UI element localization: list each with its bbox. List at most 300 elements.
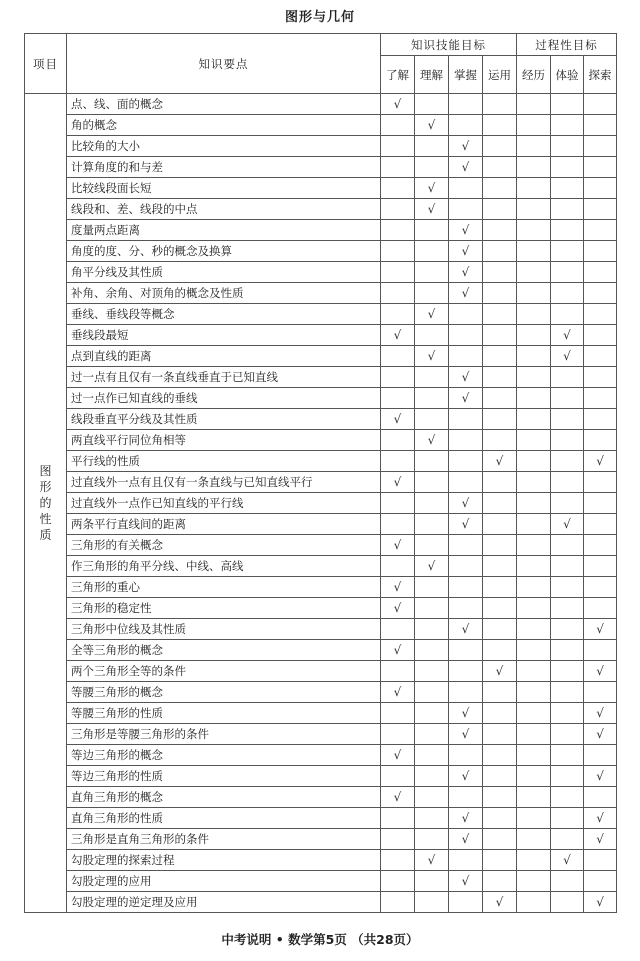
knowledge-item: 作三角形的角平分线、中线、高线 [67,556,381,577]
check-mark: √ [415,115,449,136]
check-mark: √ [584,808,617,829]
table-row [25,661,617,682]
empty-cell [415,661,449,682]
empty-cell [381,808,415,829]
empty-cell [517,829,551,850]
empty-cell [415,409,449,430]
empty-cell [381,850,415,871]
check-mark: √ [381,640,415,661]
knowledge-item: 比较角的大小 [67,136,381,157]
empty-cell [551,808,584,829]
empty-cell [449,472,483,493]
empty-cell [415,703,449,724]
knowledge-item: 全等三角形的概念 [67,640,381,661]
empty-cell [584,325,617,346]
empty-cell [551,829,584,850]
empty-cell [449,304,483,325]
empty-cell [381,451,415,472]
empty-cell [517,115,551,136]
empty-cell [517,871,551,892]
empty-cell [415,829,449,850]
empty-cell [584,157,617,178]
knowledge-item: 直角三角形的性质 [67,808,381,829]
empty-cell [584,199,617,220]
empty-cell [517,556,551,577]
empty-cell [517,598,551,619]
table-row [25,787,617,808]
empty-cell [381,724,415,745]
empty-cell [584,115,617,136]
empty-cell [584,430,617,451]
check-mark: √ [381,325,415,346]
empty-cell [449,556,483,577]
table-row [25,367,617,388]
knowledge-item: 三角形是等腰三角形的条件 [67,724,381,745]
empty-cell [415,283,449,304]
empty-cell [381,241,415,262]
table-row [25,619,617,640]
empty-cell [551,724,584,745]
knowledge-item: 角平分线及其性质 [67,262,381,283]
category-cell [25,94,67,913]
empty-cell [449,682,483,703]
empty-cell [551,94,584,115]
empty-cell [517,724,551,745]
empty-cell [381,220,415,241]
check-mark: √ [584,619,617,640]
empty-cell [551,367,584,388]
header-col-feel: 体验 [551,56,584,94]
knowledge-item: 过一点作已知直线的垂线 [67,388,381,409]
empty-cell [551,871,584,892]
empty-cell [584,262,617,283]
empty-cell [415,619,449,640]
empty-cell [449,94,483,115]
empty-cell [415,682,449,703]
table-row [25,178,617,199]
empty-cell [551,892,584,913]
empty-cell [584,535,617,556]
empty-cell [517,577,551,598]
empty-cell [415,94,449,115]
check-mark: √ [415,199,449,220]
check-mark: √ [584,766,617,787]
empty-cell [483,682,517,703]
empty-cell [449,430,483,451]
knowledge-item: 两个三角形全等的条件 [67,661,381,682]
check-mark: √ [551,850,584,871]
knowledge-item: 角度的度、分、秒的概念及换算 [67,241,381,262]
check-mark: √ [449,283,483,304]
empty-cell [517,199,551,220]
check-mark: √ [415,304,449,325]
empty-cell [517,367,551,388]
empty-cell [483,346,517,367]
header-process-group: 过程性目标 [517,34,617,56]
empty-cell [584,514,617,535]
empty-cell [551,598,584,619]
empty-cell [381,661,415,682]
empty-cell [517,409,551,430]
empty-cell [517,283,551,304]
table-row [25,745,617,766]
empty-cell [449,745,483,766]
empty-cell [551,283,584,304]
header-col-understand: 理解 [415,56,449,94]
empty-cell [551,556,584,577]
check-mark: √ [449,619,483,640]
empty-cell [449,346,483,367]
check-mark: √ [483,661,517,682]
check-mark: √ [449,871,483,892]
empty-cell [551,262,584,283]
empty-cell [517,682,551,703]
empty-cell [449,787,483,808]
knowledge-item: 计算角度的和与差 [67,157,381,178]
check-mark: √ [584,451,617,472]
check-mark: √ [584,892,617,913]
empty-cell [483,787,517,808]
table-row [25,262,617,283]
knowledge-item: 等边三角形的概念 [67,745,381,766]
empty-cell [415,892,449,913]
empty-cell [584,493,617,514]
check-mark: √ [415,346,449,367]
table-row [25,598,617,619]
empty-cell [483,871,517,892]
table-row [25,640,617,661]
knowledge-item: 两直线平行同位角相等 [67,430,381,451]
empty-cell [415,871,449,892]
table-row [25,850,617,871]
empty-cell [517,892,551,913]
empty-cell [483,283,517,304]
table-row [25,829,617,850]
empty-cell [584,283,617,304]
empty-cell [584,745,617,766]
empty-cell [517,514,551,535]
empty-cell [584,598,617,619]
check-mark: √ [449,388,483,409]
table-row [25,577,617,598]
knowledge-item: 两条平行直线间的距离 [67,514,381,535]
empty-cell [584,640,617,661]
check-mark: √ [449,157,483,178]
empty-cell [551,136,584,157]
empty-cell [415,262,449,283]
empty-cell [551,640,584,661]
check-mark: √ [415,430,449,451]
empty-cell [551,682,584,703]
empty-cell [415,472,449,493]
empty-cell [483,220,517,241]
empty-cell [381,157,415,178]
empty-cell [483,619,517,640]
empty-cell [483,724,517,745]
empty-cell [483,157,517,178]
empty-cell [415,514,449,535]
empty-cell [381,283,415,304]
empty-cell [517,850,551,871]
table-row [25,241,617,262]
empty-cell [449,598,483,619]
knowledge-item: 三角形的重心 [67,577,381,598]
empty-cell [483,367,517,388]
check-mark: √ [381,409,415,430]
table-row [25,493,617,514]
empty-cell [551,577,584,598]
table-row [25,724,617,745]
knowledge-item: 三角形中位线及其性质 [67,619,381,640]
empty-cell [517,304,551,325]
check-mark: √ [381,535,415,556]
empty-cell [517,325,551,346]
empty-cell [551,241,584,262]
knowledge-item: 角的概念 [67,115,381,136]
header-col-understand-basic: 了解 [381,56,415,94]
check-mark: √ [415,178,449,199]
empty-cell [381,346,415,367]
empty-cell [584,346,617,367]
empty-cell [381,262,415,283]
empty-cell [517,241,551,262]
check-mark: √ [584,661,617,682]
empty-cell [517,808,551,829]
check-mark: √ [584,724,617,745]
empty-cell [584,850,617,871]
knowledge-item: 点、线、面的概念 [67,94,381,115]
check-mark: √ [449,262,483,283]
empty-cell [517,619,551,640]
empty-cell [381,178,415,199]
empty-cell [483,199,517,220]
empty-cell [381,703,415,724]
empty-cell [381,892,415,913]
empty-cell [584,178,617,199]
empty-cell [415,451,449,472]
empty-cell [551,472,584,493]
objectives-table [24,33,617,913]
page-title: 图形与几何 [284,10,355,25]
empty-cell [483,766,517,787]
empty-cell [381,388,415,409]
table-row [25,766,617,787]
empty-cell [381,556,415,577]
empty-cell [517,451,551,472]
check-mark: √ [381,472,415,493]
knowledge-item: 线段垂直平分线及其性质 [67,409,381,430]
check-mark: √ [449,241,483,262]
table-row [25,556,617,577]
empty-cell [483,556,517,577]
empty-cell [584,136,617,157]
header-project: 项目 [25,34,67,94]
empty-cell [517,220,551,241]
table-row [25,388,617,409]
empty-cell [483,745,517,766]
knowledge-item: 垂线段最短 [67,325,381,346]
empty-cell [483,94,517,115]
empty-cell [381,304,415,325]
empty-cell [517,262,551,283]
check-mark: √ [449,703,483,724]
empty-cell [517,640,551,661]
empty-cell [381,829,415,850]
check-mark: √ [584,829,617,850]
check-mark: √ [449,724,483,745]
table-row [25,808,617,829]
empty-cell [483,241,517,262]
empty-cell [449,409,483,430]
empty-cell [415,367,449,388]
empty-cell [483,304,517,325]
empty-cell [551,304,584,325]
knowledge-item: 三角形的有关概念 [67,535,381,556]
empty-cell [551,115,584,136]
check-mark: √ [483,892,517,913]
header-col-experience: 经历 [517,56,551,94]
empty-cell [415,220,449,241]
empty-cell [551,745,584,766]
empty-cell [483,829,517,850]
empty-cell [483,703,517,724]
empty-cell [517,94,551,115]
empty-cell [483,598,517,619]
empty-cell [381,619,415,640]
empty-cell [449,199,483,220]
empty-cell [483,535,517,556]
empty-cell [517,493,551,514]
check-mark: √ [449,367,483,388]
check-mark: √ [449,136,483,157]
empty-cell [551,157,584,178]
empty-cell [517,346,551,367]
empty-cell [551,388,584,409]
empty-cell [415,535,449,556]
empty-cell [483,262,517,283]
empty-cell [584,787,617,808]
empty-cell [483,136,517,157]
empty-cell [584,304,617,325]
empty-cell [584,388,617,409]
empty-cell [517,745,551,766]
knowledge-item: 三角形的稳定性 [67,598,381,619]
check-mark: √ [584,703,617,724]
empty-cell [449,661,483,682]
table-row [25,283,617,304]
empty-cell [483,850,517,871]
table-row [25,115,617,136]
empty-cell [551,430,584,451]
empty-cell [584,556,617,577]
empty-cell [415,388,449,409]
knowledge-item: 度量两点距离 [67,220,381,241]
empty-cell [551,220,584,241]
empty-cell [449,451,483,472]
table-row [25,136,617,157]
table-row [25,892,617,913]
table-row [25,346,617,367]
table-row [25,220,617,241]
knowledge-item: 三角形是直角三角形的条件 [67,829,381,850]
empty-cell [381,115,415,136]
empty-cell [415,598,449,619]
empty-cell [551,493,584,514]
check-mark: √ [449,220,483,241]
check-mark: √ [381,745,415,766]
table-row [25,451,617,472]
empty-cell [584,682,617,703]
check-mark: √ [381,577,415,598]
table-row [25,325,617,346]
knowledge-item: 点到直线的距离 [67,346,381,367]
empty-cell [415,136,449,157]
empty-cell [483,577,517,598]
empty-cell [381,871,415,892]
table-row [25,94,617,115]
empty-cell [584,871,617,892]
table-row [25,871,617,892]
empty-cell [381,766,415,787]
empty-cell [551,619,584,640]
empty-cell [584,367,617,388]
knowledge-item: 比较线段面长短 [67,178,381,199]
table-row [25,535,617,556]
empty-cell [517,703,551,724]
table-row [25,703,617,724]
knowledge-item: 垂线、垂线段等概念 [67,304,381,325]
empty-cell [584,409,617,430]
empty-cell [517,136,551,157]
empty-cell [517,787,551,808]
header-skill-group: 知识技能目标 [381,34,517,56]
check-mark: √ [449,493,483,514]
empty-cell [483,178,517,199]
empty-cell [584,220,617,241]
check-mark: √ [449,829,483,850]
empty-cell [551,451,584,472]
table-row [25,472,617,493]
empty-cell [449,325,483,346]
check-mark: √ [551,514,584,535]
empty-cell [483,115,517,136]
knowledge-item: 勾股定理的应用 [67,871,381,892]
empty-cell [517,661,551,682]
table-row [25,157,617,178]
empty-cell [483,514,517,535]
empty-cell [415,787,449,808]
empty-cell [415,766,449,787]
table-row [25,199,617,220]
check-mark: √ [449,514,483,535]
empty-cell [517,766,551,787]
table-row [25,304,617,325]
empty-cell [449,892,483,913]
empty-cell [483,409,517,430]
empty-cell [381,199,415,220]
knowledge-item: 直角三角形的概念 [67,787,381,808]
category-label: 图形的性质 [39,464,52,542]
header-knowledge: 知识要点 [67,34,381,94]
empty-cell [584,577,617,598]
check-mark: √ [483,451,517,472]
empty-cell [483,493,517,514]
empty-cell [551,409,584,430]
empty-cell [517,535,551,556]
header-col-master: 掌握 [449,56,483,94]
empty-cell [449,577,483,598]
empty-cell [551,703,584,724]
